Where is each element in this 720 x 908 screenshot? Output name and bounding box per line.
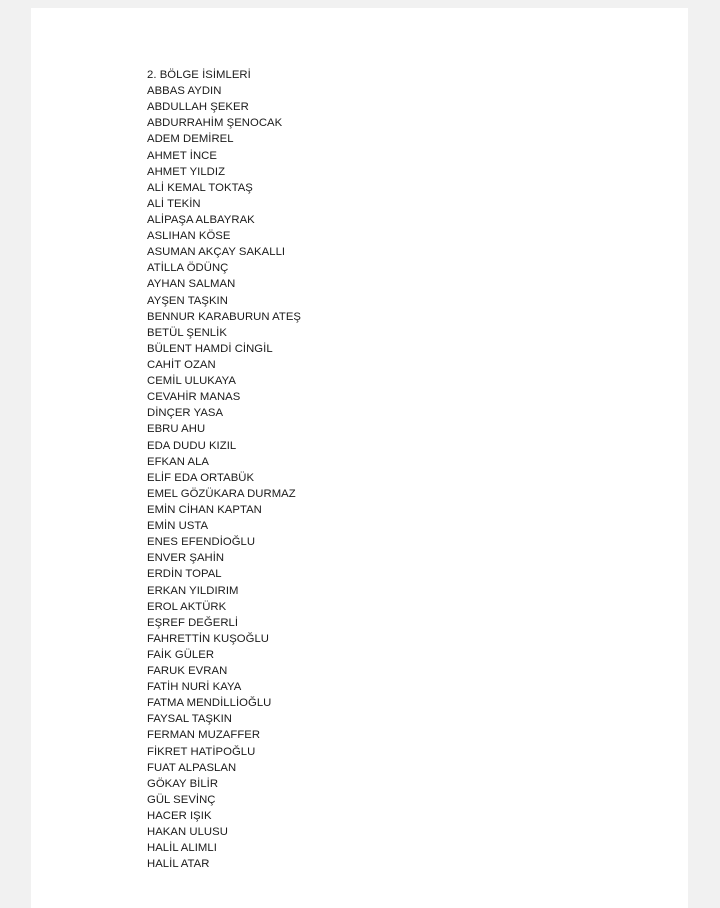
list-item: EBRU AHU [147,423,206,436]
list-item: HACER IŞIK [147,810,212,823]
list-item: ALİ KEMAL TOKTAŞ [147,181,253,194]
list-item: AYŞEN TAŞKIN [147,294,228,307]
list-item: ABDURRAHİM ŞENOCAK [147,117,283,130]
list-item: ERDİN TOPAL [147,568,222,581]
list-item: ENVER ŞAHİN [147,552,225,565]
list-item: FATMA MENDİLLİOĞLU [147,697,272,710]
list-item: FERMAN MUZAFFER [147,729,261,742]
name-list-body [147,83,301,872]
list-item: FAYSAL TAŞKIN [147,713,232,726]
list-item: EMİN CİHAN KAPTAN [147,503,262,516]
list-item: BÜLENT HAMDİ CİNGİL [147,342,273,355]
list-item: FUAT ALPASLAN [147,761,237,774]
list-item: ABDULLAH ŞEKER [147,101,249,114]
list-item: CEVAHİR MANAS [147,391,241,404]
list-item: FARUK EVRAN [147,665,228,678]
list-item: ELİF EDA ORTABÜK [147,471,255,484]
list-item: ENES EFENDİOĞLU [147,536,256,549]
list-item: EMEL GÖZÜKARA DURMAZ [147,487,296,500]
section-title: 2. BÖLGE İSİMLERİ [147,69,251,81]
document-page [31,8,688,908]
list-item: AHMET İNCE [147,149,217,162]
list-item: ASUMAN AKÇAY SAKALLI [147,246,286,259]
list-item: HALİL ALIMLI [147,842,217,855]
list-item: BETÜL ŞENLİK [147,326,227,339]
list-item: ABBAS AYDIN [147,85,222,98]
list-item: ASLIHAN KÖSE [147,230,231,243]
list-item: GÜL SEVİNÇ [147,793,216,806]
name-list [147,67,301,872]
list-item: CAHİT OZAN [147,358,216,371]
list-item: HAKAN ULUSU [147,826,228,839]
list-item: EDA DUDU KIZIL [147,439,237,452]
list-item: ALİPAŞA ALBAYRAK [147,213,255,226]
list-item: ALİ TEKİN [147,197,201,210]
list-item: AYHAN SALMAN [147,278,236,291]
list-item: ADEM DEMİREL [147,133,234,146]
list-item: EFKAN ALA [147,455,209,468]
list-item: EMİN USTA [147,520,209,533]
list-item: FAHRETTİN KUŞOĞLU [147,632,269,645]
list-item: ATİLLA ÖDÜNÇ [147,262,229,275]
list-item: BENNUR KARABURUN ATEŞ [147,310,302,323]
list-item: AHMET YILDIZ [147,165,226,178]
list-item: DİNÇER YASA [147,407,224,420]
list-item: HALİL ATAR [147,858,210,871]
list-item: GÖKAY BİLİR [147,777,219,790]
list-item: FATİH NURİ KAYA [147,681,242,694]
list-item: FAİK GÜLER [147,648,215,661]
list-item: FİKRET HATİPOĞLU [147,745,256,758]
list-item: EROL AKTÜRK [147,600,227,613]
list-item: ERKAN YILDIRIM [147,584,239,597]
list-item: CEMİL ULUKAYA [147,375,236,388]
list-item: EŞREF DEĞERLİ [147,616,239,629]
